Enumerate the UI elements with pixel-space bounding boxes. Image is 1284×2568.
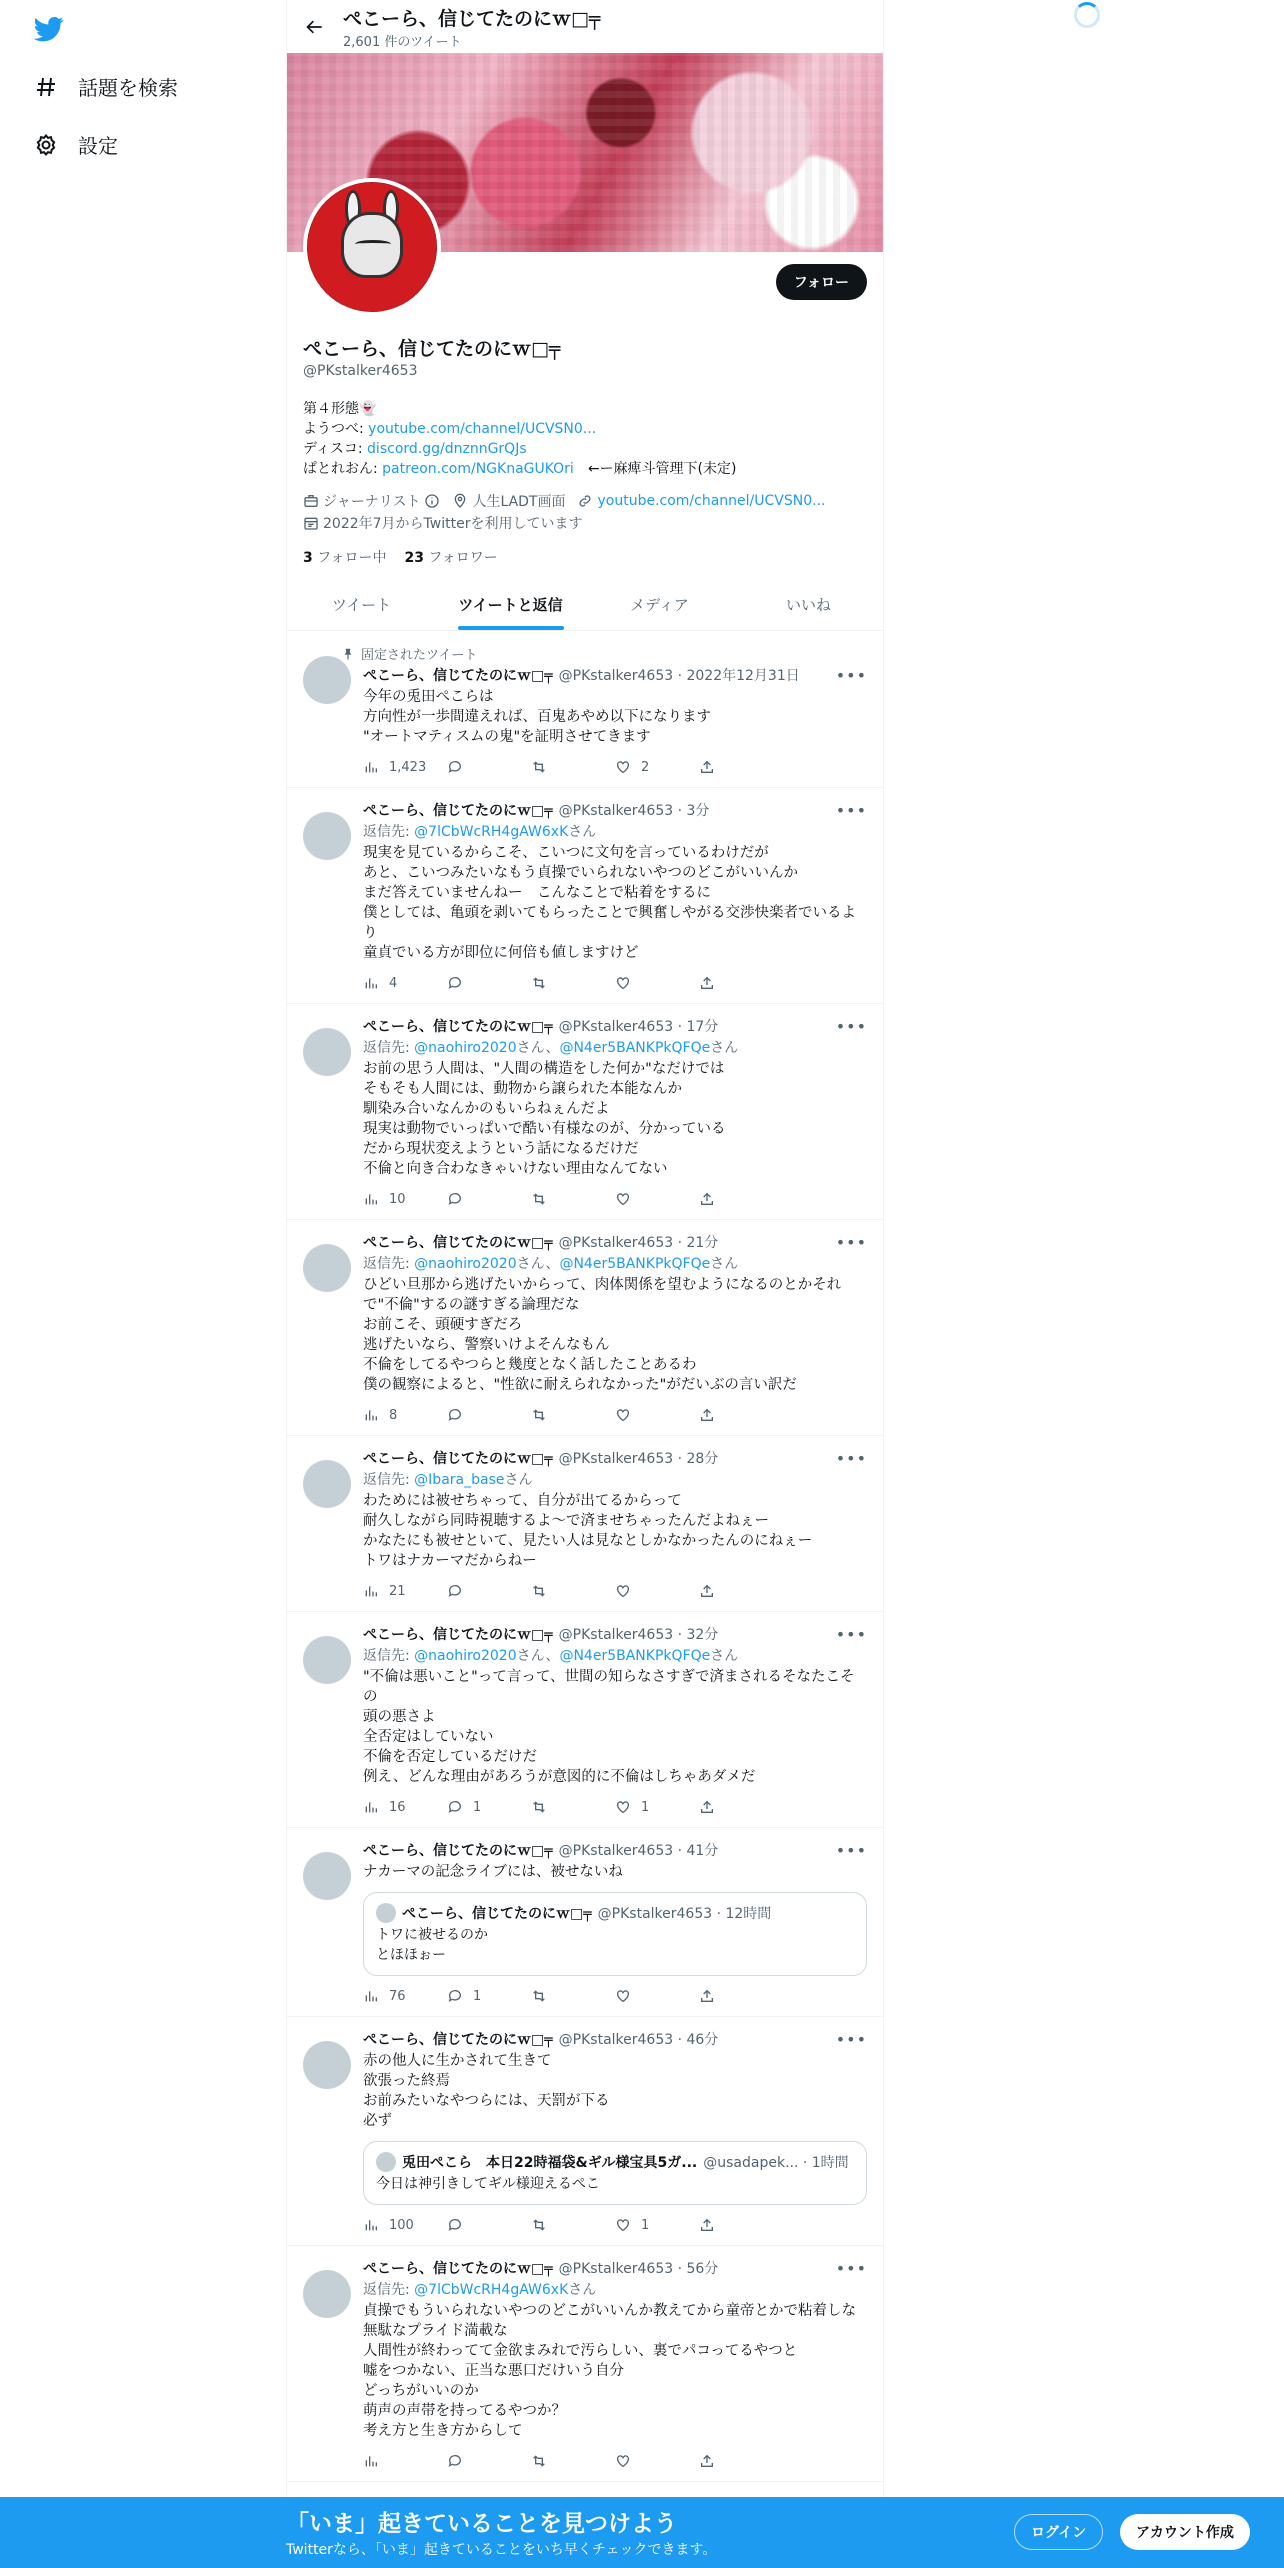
tweet-actions bbox=[363, 2453, 783, 2469]
retweet-icon bbox=[531, 2217, 547, 2233]
like-button[interactable] bbox=[615, 2453, 699, 2469]
reply-mention-link[interactable]: @N4er5BANKPkQFQe bbox=[559, 1648, 711, 1664]
tweet[interactable] bbox=[287, 2246, 883, 2482]
header-tweet-count: 2,601 件のツイート bbox=[343, 34, 462, 50]
like-button[interactable] bbox=[615, 1407, 699, 1423]
retweet-icon bbox=[531, 1407, 547, 1423]
more-options-icon[interactable]: ••• bbox=[835, 1840, 867, 1860]
tweet-meta: @PKstalker4653 · 3分 bbox=[558, 803, 710, 819]
tweet-actions bbox=[363, 1407, 783, 1423]
profile-joined: 2022年7月からTwitterを利用しています bbox=[303, 513, 582, 533]
retweet-icon bbox=[531, 759, 547, 775]
like-button[interactable]: 1 bbox=[615, 2217, 699, 2233]
tweet-avatar[interactable] bbox=[303, 1460, 351, 1508]
tweet-author-name[interactable]: ぺこーら、信じてたのにｗ□╤ bbox=[363, 1451, 553, 1467]
more-options-icon[interactable]: ••• bbox=[835, 1016, 867, 1036]
share-icon bbox=[699, 1191, 715, 1207]
like-button[interactable] bbox=[615, 1988, 699, 2004]
profile-info bbox=[303, 334, 869, 567]
more-options-icon[interactable]: ••• bbox=[835, 665, 867, 685]
share-icon bbox=[699, 975, 715, 991]
retweet-button[interactable] bbox=[531, 1191, 615, 1207]
tweet[interactable] bbox=[287, 1828, 883, 2017]
info-icon[interactable] bbox=[424, 493, 440, 509]
tweet-text: 今年の兎田ぺこらは 方向性が一歩間違えれば、百鬼あやめ以下になります "オートマティスムの鬼"を証明させてきます bbox=[363, 689, 711, 745]
tweet-meta: @PKstalker4653 · 32分 bbox=[558, 1627, 719, 1643]
nav-settings[interactable] bbox=[34, 130, 118, 159]
tweet-avatar[interactable] bbox=[303, 1244, 351, 1292]
tweet-avatar[interactable] bbox=[303, 1028, 351, 1076]
reply-mention-link[interactable]: @naohiro2020 bbox=[414, 1256, 517, 1272]
retweet-icon bbox=[531, 975, 547, 991]
reply-mention-link[interactable]: @Ibara_base bbox=[414, 1472, 505, 1488]
tweet[interactable] bbox=[287, 632, 883, 788]
twitter-logo-icon[interactable] bbox=[34, 14, 64, 44]
tweet-avatar[interactable] bbox=[303, 1852, 351, 1900]
reply-mention-link[interactable]: @naohiro2020 bbox=[414, 1648, 517, 1664]
share-icon bbox=[699, 1583, 715, 1599]
tab-tweets[interactable]: ツイート bbox=[331, 595, 392, 614]
reply-context: 返信先: @7lCbWcRH4gAW6xKさん bbox=[363, 824, 597, 840]
quoted-meta: @usadapek... · 1時間 bbox=[703, 2155, 849, 2171]
link-icon bbox=[577, 493, 593, 509]
loading-spinner-icon bbox=[1074, 2, 1100, 28]
retweet-button[interactable] bbox=[531, 1799, 615, 1815]
tweet-text: ナカーマの記念ライブには、被せないね bbox=[363, 1864, 623, 1880]
retweet-icon bbox=[531, 2453, 547, 2469]
reply-context: 返信先: @7lCbWcRH4gAW6xKさん bbox=[363, 2282, 597, 2298]
nav-explore-label: 話題を検索 bbox=[78, 76, 178, 100]
reply-icon bbox=[447, 1799, 463, 1815]
share-button[interactable] bbox=[699, 2217, 783, 2233]
views-icon bbox=[363, 2453, 379, 2469]
heart-icon bbox=[615, 759, 631, 775]
reply-mention-link[interactable]: @7lCbWcRH4gAW6xK bbox=[414, 2282, 569, 2298]
tweet[interactable] bbox=[287, 2017, 883, 2246]
bio-youtube-prefix: ようつべ: bbox=[303, 421, 369, 437]
share-button[interactable] bbox=[699, 1799, 783, 1815]
gear-icon bbox=[34, 133, 58, 157]
heart-icon bbox=[615, 1407, 631, 1423]
more-options-icon[interactable]: ••• bbox=[835, 800, 867, 820]
views-button[interactable] bbox=[363, 2453, 447, 2469]
header-name: ぺこーら、信じてたのにｗ□╤ bbox=[343, 7, 601, 30]
views-icon bbox=[363, 975, 379, 991]
quoted-tweet[interactable] bbox=[363, 1892, 867, 1976]
views-button[interactable]: 100 bbox=[363, 2217, 447, 2233]
share-icon bbox=[699, 2217, 715, 2233]
tweet-avatar[interactable] bbox=[303, 2041, 351, 2089]
calendar-icon bbox=[303, 515, 319, 531]
tweet[interactable] bbox=[287, 1220, 883, 1436]
bio-line: 第４形態👻 bbox=[303, 401, 377, 417]
share-button[interactable] bbox=[699, 1191, 783, 1207]
reply-icon bbox=[447, 1407, 463, 1423]
views-icon bbox=[363, 1407, 379, 1423]
more-options-icon[interactable]: ••• bbox=[835, 2258, 867, 2278]
reply-icon bbox=[447, 2453, 463, 2469]
tweet-text: お前の思う人間は、"人間の構造をした何か"なだけでは そもそも人間には、動物から譲られた本能なんか 馴染み合いなんかのもいらねぇんだよ 現実は動物でいっぱいで酷い有様なのが、分かっている だから現状変えようという話になるだけだ 不倫と向き合わなきゃいけない理由なんてない bbox=[363, 1061, 726, 1177]
tweet-meta: @PKstalker4653 · 21分 bbox=[558, 1235, 719, 1251]
share-icon bbox=[699, 2453, 715, 2469]
share-button[interactable] bbox=[699, 2453, 783, 2469]
tweet-text: わためには被せちゃって、自分が出てるからって 耐久しながら同時視聴するよ〜で済ませちゃったんだよねぇー かなたにも被せといて、見たい人は見なとしかなかったんのにねぇー トワはナカーマだからねー bbox=[363, 1493, 813, 1569]
reply-context: 返信先: @naohiro2020さん、@N4er5BANKPkQFQeさん bbox=[363, 1040, 739, 1056]
views-button[interactable]: 16 bbox=[363, 1799, 447, 1815]
reply-context: 返信先: @Ibara_baseさん bbox=[363, 1472, 533, 1488]
profile-meta bbox=[303, 491, 869, 533]
reply-icon bbox=[447, 1583, 463, 1599]
retweet-icon bbox=[531, 1799, 547, 1815]
tweet-meta: @PKstalker4653 · 17分 bbox=[558, 1019, 719, 1035]
more-options-icon[interactable]: ••• bbox=[835, 2029, 867, 2049]
tweet-author-name[interactable]: ぺこーら、信じてたのにｗ□╤ bbox=[363, 1627, 553, 1643]
quoted-text: 今日は神引きしてギル様迎えるぺこ bbox=[376, 2176, 600, 2192]
views-button[interactable]: 21 bbox=[363, 1583, 447, 1599]
heart-icon bbox=[615, 1583, 631, 1599]
reply-mention-link[interactable]: @N4er5BANKPkQFQe bbox=[559, 1256, 711, 1272]
reply-icon bbox=[447, 975, 463, 991]
reply-button[interactable] bbox=[447, 975, 531, 991]
tweet-meta: @PKstalker4653 · 2022年12月31日 bbox=[558, 668, 800, 684]
profile-handle: @PKstalker4653 bbox=[303, 363, 418, 379]
reply-button[interactable] bbox=[447, 1583, 531, 1599]
tweet-feed bbox=[287, 632, 883, 2482]
retweet-icon bbox=[531, 1988, 547, 2004]
reply-button[interactable] bbox=[447, 2453, 531, 2469]
reply-icon bbox=[447, 1988, 463, 2004]
tab-likes[interactable]: いいね bbox=[785, 595, 831, 614]
tweet-actions bbox=[363, 1191, 783, 1207]
bio-discord-prefix: ディスコ: bbox=[303, 441, 368, 457]
share-icon bbox=[699, 1799, 715, 1815]
profile-tabs bbox=[287, 578, 883, 631]
views-button[interactable]: 10 bbox=[363, 1191, 447, 1207]
retweet-icon bbox=[531, 1191, 547, 1207]
back-button[interactable] bbox=[287, 17, 343, 37]
like-button[interactable] bbox=[615, 1191, 699, 1207]
reply-icon bbox=[447, 1191, 463, 1207]
heart-icon bbox=[615, 975, 631, 991]
bio-patreon-prefix: ぱとれおん: bbox=[303, 461, 383, 477]
bio-patreon-suffix: ←ー麻痺斗管理下(未定) bbox=[573, 461, 737, 477]
following-count[interactable]: 3 フォロー中 bbox=[303, 550, 387, 566]
heart-icon bbox=[615, 1191, 631, 1207]
tweet[interactable] bbox=[287, 1004, 883, 1220]
tweet-meta: @PKstalker4653 · 56分 bbox=[558, 2261, 719, 2277]
quoted-author-name: 兎田ぺこら 本日22時福袋&ギル様宝具5ガ... bbox=[402, 2155, 698, 2171]
tweet-text: "不倫は悪いこと"って言って、世間の知らなさすぎで済まされるそなたこその 頭の悪さよ 全否定はしていない 不倫を否定しているだけだ 例え、どんな理由があろうが意図的に不倫はしちゃあダメだ bbox=[363, 1669, 855, 1785]
views-icon bbox=[363, 1799, 379, 1815]
signup-button[interactable]: アカウント作成 bbox=[1120, 2514, 1250, 2550]
reply-button[interactable] bbox=[447, 1191, 531, 1207]
share-button[interactable] bbox=[699, 759, 783, 775]
followers-count[interactable]: 23 フォロワー bbox=[404, 550, 498, 566]
tweet-author-name[interactable]: ぺこーら、信じてたのにｗ□╤ bbox=[363, 1843, 553, 1859]
views-icon bbox=[363, 1988, 379, 2004]
login-button[interactable]: ログイン bbox=[1014, 2514, 1103, 2550]
quoted-avatar bbox=[376, 1903, 396, 1923]
like-button[interactable]: 2 bbox=[615, 759, 699, 775]
retweet-button[interactable] bbox=[531, 2453, 615, 2469]
reply-button[interactable]: 1 bbox=[447, 1988, 531, 2004]
tab-tweets-and-replies[interactable]: ツイートと返信 bbox=[436, 578, 585, 630]
profile-name: ぺこーら、信じてたのにｗ□╤ bbox=[303, 338, 561, 360]
tweet-meta: @PKstalker4653 · 28分 bbox=[558, 1451, 719, 1467]
signup-banner bbox=[0, 2497, 1284, 2568]
more-options-icon[interactable]: ••• bbox=[835, 1232, 867, 1252]
profile-column bbox=[286, 0, 884, 2568]
tweet[interactable] bbox=[287, 1436, 883, 1612]
reply-icon bbox=[447, 759, 463, 775]
tweet[interactable] bbox=[287, 788, 883, 1004]
pin-icon bbox=[341, 647, 355, 661]
like-button[interactable]: 1 bbox=[615, 1799, 699, 1815]
quoted-avatar bbox=[376, 2152, 396, 2172]
profile-location: 人生LADT画面 bbox=[452, 491, 565, 511]
tweet-author-name[interactable]: ぺこーら、信じてたのにｗ□╤ bbox=[363, 1235, 553, 1251]
profile-avatar[interactable] bbox=[303, 178, 441, 316]
tweet-author-name[interactable]: ぺこーら、信じてたのにｗ□╤ bbox=[363, 2032, 553, 2048]
follow-counts bbox=[303, 547, 869, 567]
retweet-icon bbox=[531, 1583, 547, 1599]
tweet-avatar[interactable] bbox=[303, 2270, 351, 2318]
tweet-actions bbox=[363, 975, 783, 991]
signup-subtext: Twitterなら、「いま」起きていることをいち早くチェックできます。 bbox=[286, 2542, 717, 2558]
location-pin-icon bbox=[452, 493, 468, 509]
tweet-actions bbox=[363, 1799, 783, 1815]
bio-discord-link[interactable]: discord.gg/dnznnGrQJs bbox=[367, 441, 527, 457]
tweet-avatar[interactable] bbox=[303, 812, 351, 860]
nav-explore[interactable] bbox=[34, 72, 178, 101]
follow-button[interactable]: フォロー bbox=[776, 264, 867, 300]
tweet-text: 現実を見ているからこそ、こいつに文句を言っているわけだが あと、こいつみたいなもう貞操でいられないやつのどこがいいんか まだ答えていませんねー こんなことで粘着をするに 僕としては、亀頭を剥いてもらったことで興奮しやがる交渉快楽者でいるより 童貞でいる方が即位に何倍も値しますけど bbox=[363, 845, 856, 961]
pinned-label: 固定されたツイート bbox=[341, 644, 867, 663]
reply-context: 返信先: @naohiro2020さん、@N4er5BANKPkQFQeさん bbox=[363, 1256, 739, 1272]
tweet-actions bbox=[363, 2217, 783, 2233]
reply-button[interactable] bbox=[447, 759, 531, 775]
tweet-avatar[interactable] bbox=[303, 1636, 351, 1684]
tweet-text: ひどい旦那から逃げたいからって、肉体関係を望むようになるのとかそれで"不倫"するの謎すぎる論理だな お前こそ、頭硬すぎだろ 逃げたいなら、警察いけよそんなもん 不倫をしてるやつらと幾度となく話したことあるわ 僕の観察によると、"性欲に耐えられなかった"がだいぶの言い訳だ bbox=[363, 1277, 842, 1393]
views-icon bbox=[363, 2217, 379, 2233]
reply-icon bbox=[447, 2217, 463, 2233]
retweet-button[interactable] bbox=[531, 2217, 615, 2233]
nav-settings-label: 設定 bbox=[78, 134, 118, 158]
views-button[interactable]: 76 bbox=[363, 1988, 447, 2004]
quoted-meta: @PKstalker4653 · 12時間 bbox=[597, 1906, 772, 1922]
share-button[interactable] bbox=[699, 1988, 783, 2004]
share-icon bbox=[699, 759, 715, 775]
signup-headline: 「いま」起きていることを見つけよう bbox=[286, 2511, 677, 2537]
reply-mention-link[interactable]: @N4er5BANKPkQFQe bbox=[559, 1040, 711, 1056]
tweet-meta: @PKstalker4653 · 46分 bbox=[558, 2032, 719, 2048]
views-button[interactable]: 8 bbox=[363, 1407, 447, 1423]
retweet-button[interactable] bbox=[531, 1407, 615, 1423]
quoted-tweet[interactable] bbox=[363, 2141, 867, 2205]
reply-context: 返信先: @naohiro2020さん、@N4er5BANKPkQFQeさん bbox=[363, 1648, 739, 1664]
views-button[interactable]: 4 bbox=[363, 975, 447, 991]
hashtag-icon bbox=[34, 75, 58, 99]
tweet-text: 赤の他人に生かされて生きて 欲張った終焉 お前みたいなやつらには、天罰が下る 必ず bbox=[363, 2053, 610, 2129]
arrow-left-icon bbox=[305, 17, 325, 37]
reply-mention-link[interactable]: @naohiro2020 bbox=[414, 1040, 517, 1056]
views-icon bbox=[363, 1583, 379, 1599]
views-icon bbox=[363, 759, 379, 775]
tweet-text: 貞操でもういられないやつのどこがいいんか教えてから童帝とかで粘着しな 無駄なプライド満載な 人間性が終わってて金欲まみれで汚らしい、裏でパコってるやつと 嘘をつかない、正当な悪口だけいう自分 どっちがいいのか 萌声の声帯を持ってるやつか？ 考え方と生き方からして bbox=[363, 2303, 856, 2439]
more-options-icon[interactable]: ••• bbox=[835, 1624, 867, 1644]
views-icon bbox=[363, 1191, 379, 1207]
share-icon bbox=[699, 1988, 715, 2004]
retweet-button[interactable] bbox=[531, 759, 615, 775]
reply-mention-link[interactable]: @7lCbWcRH4gAW6xK bbox=[414, 824, 569, 840]
share-button[interactable] bbox=[699, 1583, 783, 1599]
profile-url[interactable]: youtube.com/channel/UCVSN0... bbox=[577, 491, 825, 511]
heart-icon bbox=[615, 2453, 631, 2469]
heart-icon bbox=[615, 1799, 631, 1815]
tweet-meta: @PKstalker4653 · 41分 bbox=[558, 1843, 719, 1859]
tweet[interactable] bbox=[287, 1612, 883, 1828]
reply-button[interactable] bbox=[447, 1407, 531, 1423]
tweet-author-name[interactable]: ぺこーら、信じてたのにｗ□╤ bbox=[363, 803, 553, 819]
reply-button[interactable] bbox=[447, 2217, 531, 2233]
retweet-button[interactable] bbox=[531, 1583, 615, 1599]
reply-button[interactable]: 1 bbox=[447, 1799, 531, 1815]
retweet-button[interactable] bbox=[531, 1988, 615, 2004]
bio-youtube-link[interactable]: youtube.com/channel/UCVSN0... bbox=[368, 421, 597, 437]
retweet-button[interactable] bbox=[531, 975, 615, 991]
views-button[interactable]: 1,423 bbox=[363, 759, 447, 775]
share-button[interactable] bbox=[699, 1407, 783, 1423]
tweet-avatar[interactable] bbox=[303, 656, 351, 704]
profile-header bbox=[287, 0, 883, 53]
tab-media[interactable]: メディア bbox=[630, 595, 689, 614]
tweet-actions bbox=[363, 759, 783, 775]
tweet-author-name[interactable]: ぺこーら、信じてたのにｗ□╤ bbox=[363, 2261, 553, 2277]
like-button[interactable] bbox=[615, 975, 699, 991]
heart-icon bbox=[615, 1988, 631, 2004]
share-icon bbox=[699, 1407, 715, 1423]
heart-icon bbox=[615, 2217, 631, 2233]
tweet-author-name[interactable]: ぺこーら、信じてたのにｗ□╤ bbox=[363, 1019, 553, 1035]
tweet-actions bbox=[363, 1988, 783, 2004]
like-button[interactable] bbox=[615, 1583, 699, 1599]
more-options-icon[interactable]: ••• bbox=[835, 1448, 867, 1468]
quoted-text: トワに被せるのか とほほぉー bbox=[376, 1927, 488, 1963]
tweet-actions bbox=[363, 1583, 783, 1599]
briefcase-icon bbox=[303, 493, 319, 509]
profile-category: ジャーナリスト bbox=[303, 491, 440, 511]
share-button[interactable] bbox=[699, 975, 783, 991]
profile-bio bbox=[303, 399, 869, 479]
bio-patreon-link[interactable]: patreon.com/NGKnaGUKOri bbox=[382, 461, 574, 477]
tweet-author-name[interactable]: ぺこーら、信じてたのにｗ□╤ bbox=[363, 668, 553, 684]
quoted-author-name: ぺこーら、信じてたのにｗ□╤ bbox=[402, 1906, 592, 1922]
